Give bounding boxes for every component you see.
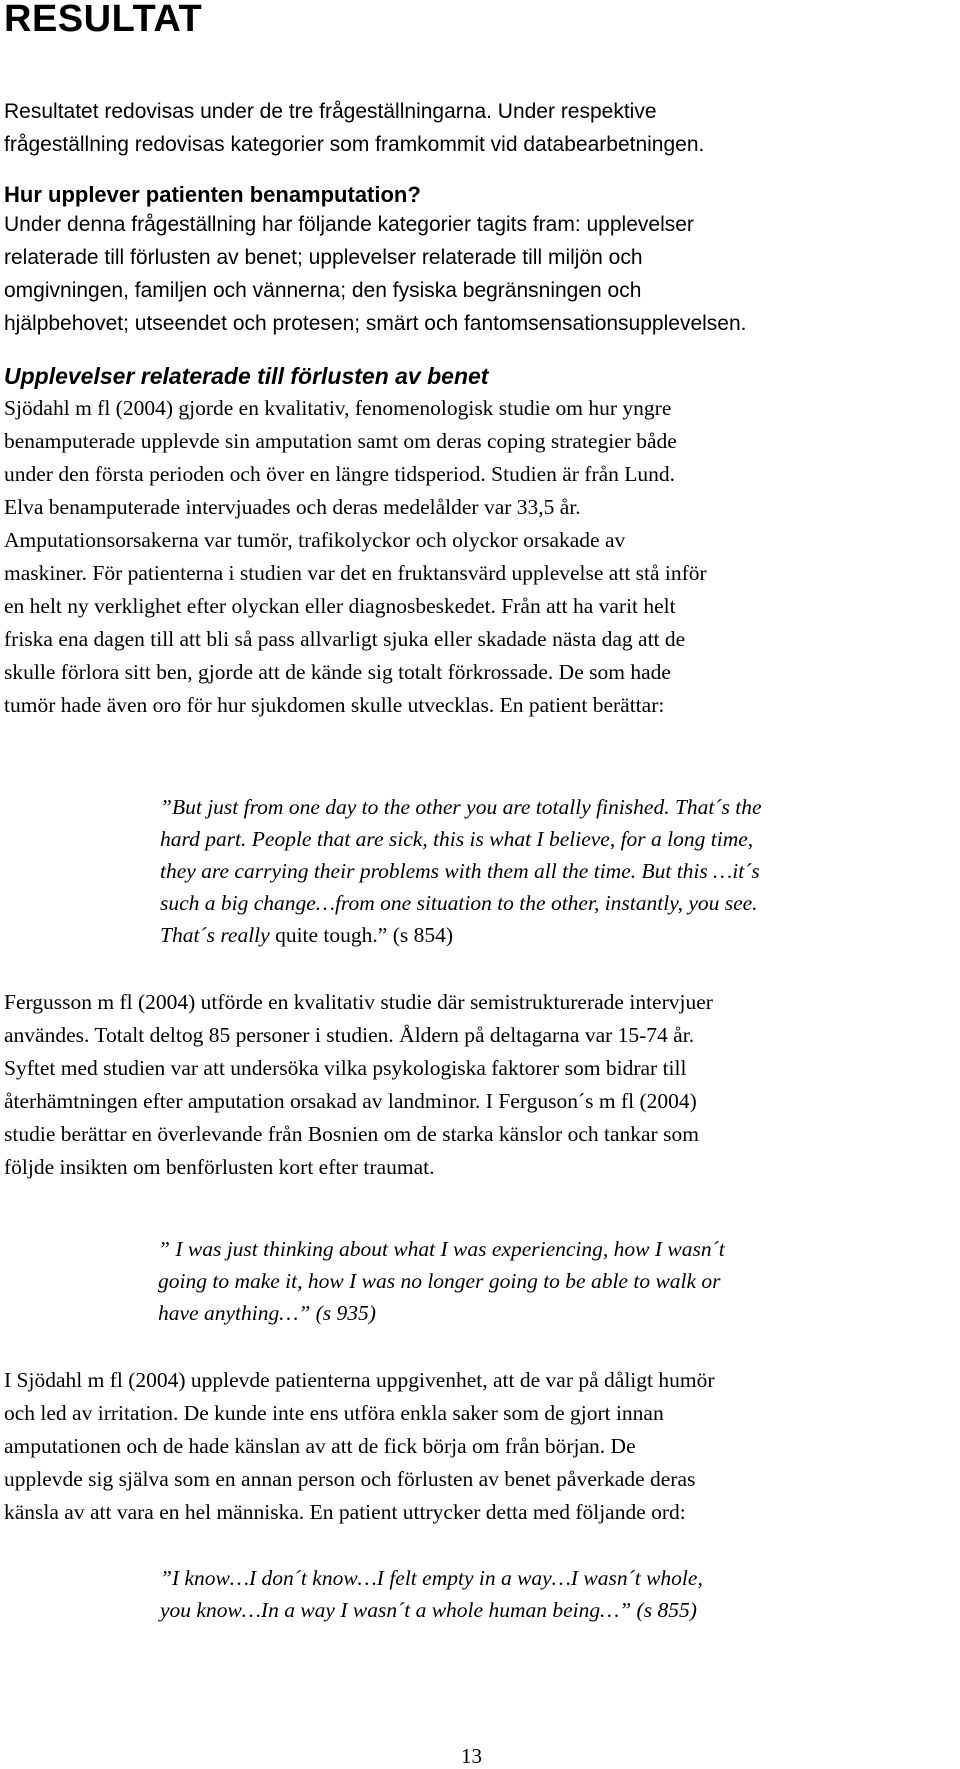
text-line: under den första perioden och över en längre tidsperiod. Studien är från Lund. [4,462,676,486]
block-quote-1 [160,791,762,951]
text-line: relaterade till förlusten av benet; upplevelser relaterade till miljön och [4,246,643,269]
text-line: amputationen och de hade känslan av att de fick börja om från början. De [4,1434,636,1458]
quote-line: going to make it, how I was no longer going to be able to walk or [158,1269,721,1293]
text-line: friska ena dagen till att bli så pass allvarligt sjuka eller skadade nästa dag att de [4,627,686,651]
text-line: Resultatet redovisas under de tre frågeställningarna. Under respektive [4,100,657,123]
text-line: Under denna frågeställning har följande kategorier tagits fram: upplevelser [4,213,694,236]
quote-line: have anything…” (s 935) [158,1301,376,1325]
quote-line [160,919,762,951]
block-quote-3 [160,1562,703,1626]
quote-line: hard part. People that are sick, this is what I believe, for a long time, [160,827,754,851]
text-line: tumör hade även oro för hur sjukdomen skulle utvecklas. En patient berättar: [4,693,665,717]
text-line: maskiner. För patienterna i studien var det en fruktansvärd upplevelse att stå inför [4,561,707,585]
text-line: Syftet med studien var att undersöka vilka psykologiska faktorer som bidrar till [4,1056,687,1080]
page-number: 13 [461,1744,482,1768]
text-line: Elva benamputerade intervjuades och deras medelålder var 33,5 år. [4,495,581,519]
text-line: användes. Totalt deltog 85 personer i studien. Åldern på deltagarna var 15-74 år. [4,1023,695,1047]
page-heading: RESULTAT [4,0,203,40]
quote-text: That´s really [160,923,270,947]
quote-line: ”But just from one day to the other you are totally finished. That´s the [160,795,762,819]
text-line: hjälpbehovet; utseendet och protesen; smärt och fantomsensationsupplevelsen. [4,312,747,335]
text-line: Amputationsorsakerna var tumör, trafikolyckor och olyckor orsakade av [4,528,626,552]
block-quote-2 [158,1233,725,1329]
quote-line: you know…In a way I wasn´t a whole human being…” (s 855) [160,1598,697,1622]
text-line: en helt ny verklighet efter olyckan eller diagnosbeskedet. Från att ha varit helt [4,594,676,618]
text-line: känsla av att vara en hel människa. En patient uttrycker detta med följande ord: [4,1500,686,1524]
quote-line: they are carrying their problems with them all the time. But this …it´s [160,859,760,883]
quote-line: ”I know…I don´t know…I felt empty in a way…I wasn´t whole, [160,1566,703,1590]
text-line: studie berättar en överlevande från Bosnien om de starka känslor och tankar som [4,1122,699,1146]
quote-line: ” I was just thinking about what I was experiencing, how I wasn´t [158,1237,725,1261]
text-line: och led av irritation. De kunde inte ens utföra enkla saker som de gjort innan [4,1401,664,1425]
subsection-title: Upplevelser relaterade till förlusten av benet [4,363,489,389]
quote-line: such a big change…from one situation to the other, instantly, you see. [160,891,758,915]
text-line: Fergusson m fl (2004) utförde en kvalitativ studie där semistrukturerade intervjuer [4,990,713,1014]
intro-paragraph [4,95,949,161]
text-line: Sjödahl m fl (2004) gjorde en kvalitativ, fenomenologisk studie om hur yngre [4,396,672,420]
text-line: skulle förlora sitt ben, gjorde att de kände sig totalt förkrossade. De som hade [4,660,671,684]
text-line: frågeställning redovisas kategorier som framkommit vid databearbetningen. [4,133,705,156]
section-intro-paragraph [4,208,949,340]
quote-citation: quite tough.” (s 854) [269,923,454,947]
body-paragraph-2 [4,986,949,1184]
text-line: följde insikten om benförlusten kort efter traumat. [4,1155,435,1179]
text-line: upplevde sig själva som en annan person och förlusten av benet påverkade deras [4,1467,696,1491]
body-paragraph-3 [4,1364,949,1529]
text-line: omgivningen, familjen och vännerna; den fysiska begränsningen och [4,279,642,302]
text-line: återhämtningen efter amputation orsakad av landminor. I Ferguson´s m fl (2004) [4,1089,697,1113]
body-paragraph-1 [4,392,949,722]
section-title: Hur upplever patienten benamputation? [4,182,421,207]
text-line: benamputerade upplevde sin amputation samt om deras coping strategier både [4,429,677,453]
text-line: I Sjödahl m fl (2004) upplevde patienterna uppgivenhet, att de var på dåligt humör [4,1368,715,1392]
